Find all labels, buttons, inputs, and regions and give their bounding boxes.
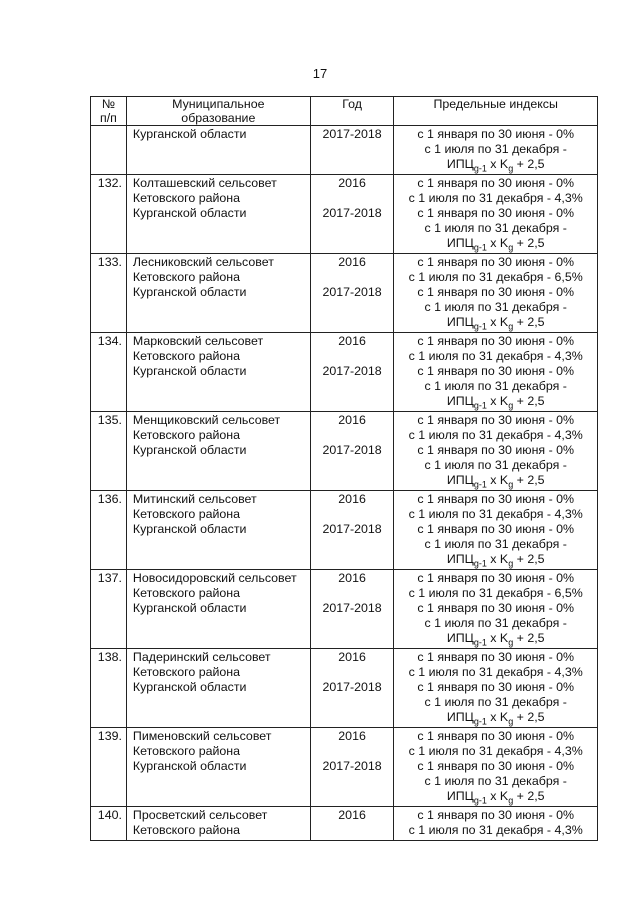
row-year [310, 254, 394, 333]
header-year: Год [310, 97, 394, 126]
year-2017-2018: 2017-2018 [322, 759, 382, 773]
formula: $ИПЦ_{g-1}$ x $K_g + 2,5$ [446, 789, 545, 806]
formula: $ИПЦ_{g-1}$ x $K_g + 2,5$ [446, 236, 545, 253]
formula: $ИПЦ_{g-1}$ x $K_g + 2,5$ [446, 315, 545, 332]
page-number: 17 [312, 66, 328, 81]
row-indices: с 1 января по 30 июня - 0% с 1 июля по 31 декабря - 4,3% с 1 января по 30 июня - 0% с 1 июля по 31 декабря - $ИПЦ_{g-1}$ x $K_g + 2,5$ [394, 491, 598, 570]
year-2017-2018: 2017-2018 [322, 601, 382, 615]
row-municipality: Новосидоровский сельсовет Кетовского района Курганской области [126, 570, 310, 649]
table-row [91, 412, 598, 491]
table-row [91, 649, 598, 728]
formula: $ИПЦ_{g-1}$ x $K_g + 2,5$ [446, 157, 545, 174]
table-row [91, 333, 598, 412]
formula: $ИПЦ_{g-1}$ x $K_g + 2,5$ [446, 631, 545, 648]
table-row [91, 491, 598, 570]
row-indices: с 1 января по 30 июня - 0% с 1 июля по 31 декабря - 4,3% с 1 января по 30 июня - 0% с 1 июля по 31 декабря - $ИПЦ_{g-1}$ x $K_g + 2,5$ [394, 728, 598, 807]
tariff-index-table [90, 96, 598, 841]
row-number: 134. [91, 333, 127, 412]
row-indices: с 1 января по 30 июня - 0% с 1 июля по 31 декабря - 4,3% с 1 января по 30 июня - 0% с 1 июля по 31 декабря - $ИПЦ_{g-1}$ x $K_g + 2,5$ [394, 175, 598, 254]
row-municipality: Марковский сельсовет Кетовского района Курганской области [126, 333, 310, 412]
row-indices: с 1 января по 30 июня - 0% с 1 июля по 31 декабря - 4,3% с 1 января по 30 июня - 0% с 1 июля по 31 декабря - $ИПЦ_{g-1}$ x $K_g + 2,5$ [394, 412, 598, 491]
row-municipality: Колташевский сельсовет Кетовского района Курганской области [126, 175, 310, 254]
year-2016: 2016 [338, 650, 366, 664]
year-2016: 2016 [338, 176, 366, 190]
table-row-last [91, 807, 598, 841]
year-2017-2018: 2017-2018 [322, 680, 382, 694]
row-number: 133. [91, 254, 127, 333]
row-number: 135. [91, 412, 127, 491]
row-indices: с 1 января по 30 июня - 0% с 1 июля по 31 декабря - 4,3% с 1 января по 30 июня - 0% с 1 июля по 31 декабря - $ИПЦ_{g-1}$ x $K_g + 2,5$ [394, 649, 598, 728]
formula: $ИПЦ_{g-1}$ x $K_g + 2,5$ [446, 710, 545, 727]
header-number: № п/п [91, 97, 127, 126]
year-2016: 2016 [338, 492, 366, 506]
table-row-continued [91, 126, 598, 175]
header-indices: Предельные индексы [394, 97, 598, 126]
row-indices: с 1 января по 30 июня - 0% с 1 июля по 31 декабря - $ИПЦ_{g-1}$ x $K_g + 2,5$ [394, 126, 598, 175]
row-municipality: Лесниковский сельсовет Кетовского района Курганской области [126, 254, 310, 333]
year-2016: 2016 [338, 413, 366, 427]
row-number: 136. [91, 491, 127, 570]
row-indices: с 1 января по 30 июня - 0% с 1 июля по 31 декабря - 6,5% с 1 января по 30 июня - 0% с 1 июля по 31 декабря - $ИПЦ_{g-1}$ x $K_g + 2,5$ [394, 254, 598, 333]
year-2017-2018: 2017-2018 [322, 206, 382, 220]
year-2016: 2016 [338, 729, 366, 743]
year-2016: 2016 [338, 334, 366, 348]
row-year: 2017-2018 [310, 126, 394, 175]
row-indices: с 1 января по 30 июня - 0% с 1 июля по 31 декабря - 4,3% [394, 807, 598, 841]
row-year [310, 333, 394, 412]
row-number: 138. [91, 649, 127, 728]
table-header-row [91, 97, 598, 126]
table-row [91, 728, 598, 807]
table-row [91, 254, 598, 333]
row-year [310, 649, 394, 728]
row-indices: с 1 января по 30 июня - 0% с 1 июля по 31 декабря - 6,5% с 1 января по 30 июня - 0% с 1 июля по 31 декабря - $ИПЦ_{g-1}$ x $K_g + 2,5$ [394, 570, 598, 649]
year-2016: 2016 [338, 571, 366, 585]
row-indices: с 1 января по 30 июня - 0% с 1 июля по 31 декабря - 4,3% с 1 января по 30 июня - 0% с 1 июля по 31 декабря - $ИПЦ_{g-1}$ x $K_g + 2,5$ [394, 333, 598, 412]
row-municipality: Просветский сельсовет Кетовского района [126, 807, 310, 841]
year-2017-2018: 2017-2018 [322, 364, 382, 378]
row-year: 2016 [310, 807, 394, 841]
row-number: 140. [91, 807, 127, 841]
year-2016: 2016 [338, 255, 366, 269]
year-2017-2018: 2017-2018 [322, 443, 382, 457]
row-year [310, 570, 394, 649]
table-row [91, 570, 598, 649]
row-municipality: Менщиковский сельсовет Кетовского района Курганской области [126, 412, 310, 491]
row-year [310, 491, 394, 570]
row-municipality: Пименовский сельсовет Кетовского района Курганской области [126, 728, 310, 807]
row-year [310, 175, 394, 254]
header-municipality: Муниципальное образование [126, 97, 310, 126]
formula: $ИПЦ_{g-1}$ x $K_g + 2,5$ [446, 394, 545, 411]
row-number: 139. [91, 728, 127, 807]
row-number [91, 126, 127, 175]
row-municipality: Митинский сельсовет Кетовского района Курганской области [126, 491, 310, 570]
row-year [310, 728, 394, 807]
row-municipality: Курганской области [126, 126, 310, 175]
row-number: 132. [91, 175, 127, 254]
row-year [310, 412, 394, 491]
year-2017-2018: 2017-2018 [322, 285, 382, 299]
row-municipality: Падеринский сельсовет Кетовского района Курганской области [126, 649, 310, 728]
year-2017-2018: 2017-2018 [322, 522, 382, 536]
row-number: 137. [91, 570, 127, 649]
formula: $ИПЦ_{g-1}$ x $K_g + 2,5$ [446, 473, 545, 490]
formula: $ИПЦ_{g-1}$ x $K_g + 2,5$ [446, 552, 545, 569]
table-row [91, 175, 598, 254]
